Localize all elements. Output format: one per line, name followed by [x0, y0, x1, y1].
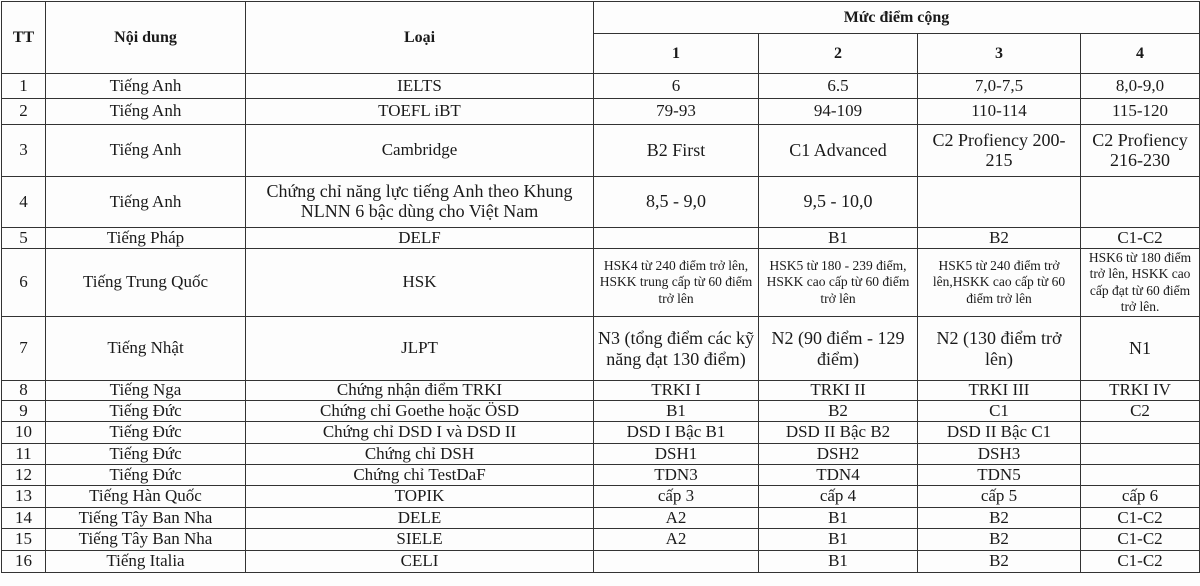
cell-tt: 11	[2, 444, 46, 465]
table-row	[2, 381, 1200, 401]
cell-loai: HSK	[246, 249, 594, 317]
cell-noi-dung: Tiếng Đức	[46, 465, 246, 486]
cell-level-4	[1081, 465, 1200, 486]
cell-noi-dung: Tiếng Anh	[46, 99, 246, 125]
cell-noi-dung: Tiếng Đức	[46, 422, 246, 444]
cell-level-4	[1081, 177, 1200, 228]
cell-noi-dung: Tiếng Anh	[46, 177, 246, 228]
cell-level-1: TRKI I	[594, 381, 759, 401]
cell-loai: Chứng nhận điểm TRKI	[246, 381, 594, 401]
cell-level-1: A2	[594, 508, 759, 529]
cell-tt: 14	[2, 508, 46, 529]
table-row	[2, 551, 1200, 573]
cell-loai: Chứng chỉ DSD I và DSD II	[246, 422, 594, 444]
cell-level-3: 7,0-7,5	[918, 74, 1081, 99]
cell-tt: 1	[2, 74, 46, 99]
header-level-3: 3	[918, 34, 1081, 74]
cell-noi-dung: Tiếng Hàn Quốc	[46, 486, 246, 508]
cell-tt: 6	[2, 249, 46, 317]
header-muc-diem-cong: Mức điểm cộng	[594, 2, 1200, 34]
cell-level-1: DSD I Bậc B1	[594, 422, 759, 444]
cell-level-3: HSK5 từ 240 điểm trở lên,HSKK cao cấp từ 60 điểm trở lên	[918, 249, 1081, 317]
table-row	[2, 465, 1200, 486]
cell-level-1: 79-93	[594, 99, 759, 125]
cell-tt: 2	[2, 99, 46, 125]
cell-tt: 16	[2, 551, 46, 573]
cell-level-1: A2	[594, 529, 759, 551]
cell-level-2: DSD II Bậc B2	[759, 422, 918, 444]
table-row	[2, 401, 1200, 422]
cell-level-3: B2	[918, 228, 1081, 249]
cell-tt: 5	[2, 228, 46, 249]
cell-tt: 3	[2, 125, 46, 177]
cell-level-1	[594, 551, 759, 573]
cell-level-4: 8,0-9,0	[1081, 74, 1200, 99]
cell-level-3: DSD II Bậc C1	[918, 422, 1081, 444]
cell-level-2: DSH2	[759, 444, 918, 465]
cell-level-1: B1	[594, 401, 759, 422]
header-level-2: 2	[759, 34, 918, 74]
cell-level-2: B1	[759, 508, 918, 529]
cell-tt: 15	[2, 529, 46, 551]
cell-level-3: B2	[918, 529, 1081, 551]
cell-loai: Chứng chỉ TestDaF	[246, 465, 594, 486]
bonus-points-table	[1, 1, 1200, 573]
cell-level-2: 9,5 - 10,0	[759, 177, 918, 228]
cell-level-3: C2 Profiency 200-215	[918, 125, 1081, 177]
cell-level-2: cấp 4	[759, 486, 918, 508]
cell-loai: JLPT	[246, 317, 594, 381]
cell-level-4: cấp 6	[1081, 486, 1200, 508]
cell-noi-dung: Tiếng Trung Quốc	[46, 249, 246, 317]
table-row	[2, 529, 1200, 551]
cell-level-4: N1	[1081, 317, 1200, 381]
cell-level-2: TDN4	[759, 465, 918, 486]
cell-loai: DELE	[246, 508, 594, 529]
cell-tt: 10	[2, 422, 46, 444]
cell-level-2: B1	[759, 551, 918, 573]
table-row	[2, 486, 1200, 508]
cell-level-2: B1	[759, 529, 918, 551]
table-row	[2, 177, 1200, 228]
cell-noi-dung: Tiếng Đức	[46, 444, 246, 465]
cell-tt: 12	[2, 465, 46, 486]
cell-level-3: TDN5	[918, 465, 1081, 486]
cell-tt: 13	[2, 486, 46, 508]
cell-tt: 7	[2, 317, 46, 381]
cell-level-1: DSH1	[594, 444, 759, 465]
cell-loai: CELI	[246, 551, 594, 573]
cell-noi-dung: Tiếng Anh	[46, 74, 246, 99]
cell-level-1: cấp 3	[594, 486, 759, 508]
cell-level-3: C1	[918, 401, 1081, 422]
table-row	[2, 422, 1200, 444]
table-row	[2, 99, 1200, 125]
header-level-1: 1	[594, 34, 759, 74]
cell-loai: Chứng chỉ Goethe hoặc ÖSD	[246, 401, 594, 422]
cell-level-1: N3 (tổng điểm các kỹ năng đạt 130 điểm)	[594, 317, 759, 381]
cell-noi-dung: Tiếng Đức	[46, 401, 246, 422]
cell-tt: 9	[2, 401, 46, 422]
cell-level-1: HSK4 từ 240 điểm trở lên, HSKK trung cấp từ 60 điểm trở lên	[594, 249, 759, 317]
cell-loai: IELTS	[246, 74, 594, 99]
cell-level-1: B2 First	[594, 125, 759, 177]
cell-level-3: B2	[918, 551, 1081, 573]
table-row	[2, 249, 1200, 317]
cell-level-3	[918, 177, 1081, 228]
cell-level-3: TRKI III	[918, 381, 1081, 401]
cell-level-3: B2	[918, 508, 1081, 529]
cell-level-4: C1-C2	[1081, 508, 1200, 529]
cell-tt: 8	[2, 381, 46, 401]
cell-level-2: B1	[759, 228, 918, 249]
cell-level-2: B2	[759, 401, 918, 422]
cell-loai: TOEFL iBT	[246, 99, 594, 125]
cell-level-4	[1081, 444, 1200, 465]
cell-level-3: 110-114	[918, 99, 1081, 125]
cell-loai: Cambridge	[246, 125, 594, 177]
header-noi-dung: Nội dung	[46, 2, 246, 74]
cell-loai: Chứng chỉ năng lực tiếng Anh theo Khung NLNN 6 bậc dùng cho Việt Nam	[246, 177, 594, 228]
table-row	[2, 317, 1200, 381]
table-row	[2, 125, 1200, 177]
cell-level-2: N2 (90 điểm - 129 điểm)	[759, 317, 918, 381]
cell-noi-dung: Tiếng Anh	[46, 125, 246, 177]
cell-noi-dung: Tiếng Tây Ban Nha	[46, 508, 246, 529]
cell-level-4: C2 Profiency 216-230	[1081, 125, 1200, 177]
cell-level-4: TRKI IV	[1081, 381, 1200, 401]
cell-loai: SIELE	[246, 529, 594, 551]
table-row	[2, 508, 1200, 529]
cell-level-2: C1 Advanced	[759, 125, 918, 177]
header-tt: TT	[2, 2, 46, 74]
cell-loai: TOPIK	[246, 486, 594, 508]
cell-loai: DELF	[246, 228, 594, 249]
cell-level-2: 94-109	[759, 99, 918, 125]
table-row	[2, 444, 1200, 465]
cell-noi-dung: Tiếng Pháp	[46, 228, 246, 249]
cell-tt: 4	[2, 177, 46, 228]
cell-level-4: C1-C2	[1081, 551, 1200, 573]
cell-level-3: cấp 5	[918, 486, 1081, 508]
cell-loai: Chứng chỉ DSH	[246, 444, 594, 465]
cell-level-4	[1081, 422, 1200, 444]
cell-noi-dung: Tiếng Italia	[46, 551, 246, 573]
header-loai: Loại	[246, 2, 594, 74]
cell-level-1: 8,5 - 9,0	[594, 177, 759, 228]
cell-level-3: DSH3	[918, 444, 1081, 465]
cell-level-4: C1-C2	[1081, 228, 1200, 249]
cell-noi-dung: Tiếng Nga	[46, 381, 246, 401]
cell-level-2: 6.5	[759, 74, 918, 99]
cell-level-4: HSK6 từ 180 điểm trở lên, HSKK cao cấp đạt từ 60 điểm trở lên.	[1081, 249, 1200, 317]
cell-noi-dung: Tiếng Nhật	[46, 317, 246, 381]
cell-level-4: 115-120	[1081, 99, 1200, 125]
cell-level-1: TDN3	[594, 465, 759, 486]
header-level-4: 4	[1081, 34, 1200, 74]
cell-level-1: 6	[594, 74, 759, 99]
cell-level-2: TRKI II	[759, 381, 918, 401]
cell-level-1	[594, 228, 759, 249]
table-row	[2, 74, 1200, 99]
cell-noi-dung: Tiếng Tây Ban Nha	[46, 529, 246, 551]
cell-level-4: C2	[1081, 401, 1200, 422]
cell-level-4: C1-C2	[1081, 529, 1200, 551]
cell-level-3: N2 (130 điểm trở lên)	[918, 317, 1081, 381]
cell-level-2: HSK5 từ 180 - 239 điểm, HSKK cao cấp từ 60 điểm trở lên	[759, 249, 918, 317]
table-row	[2, 228, 1200, 249]
